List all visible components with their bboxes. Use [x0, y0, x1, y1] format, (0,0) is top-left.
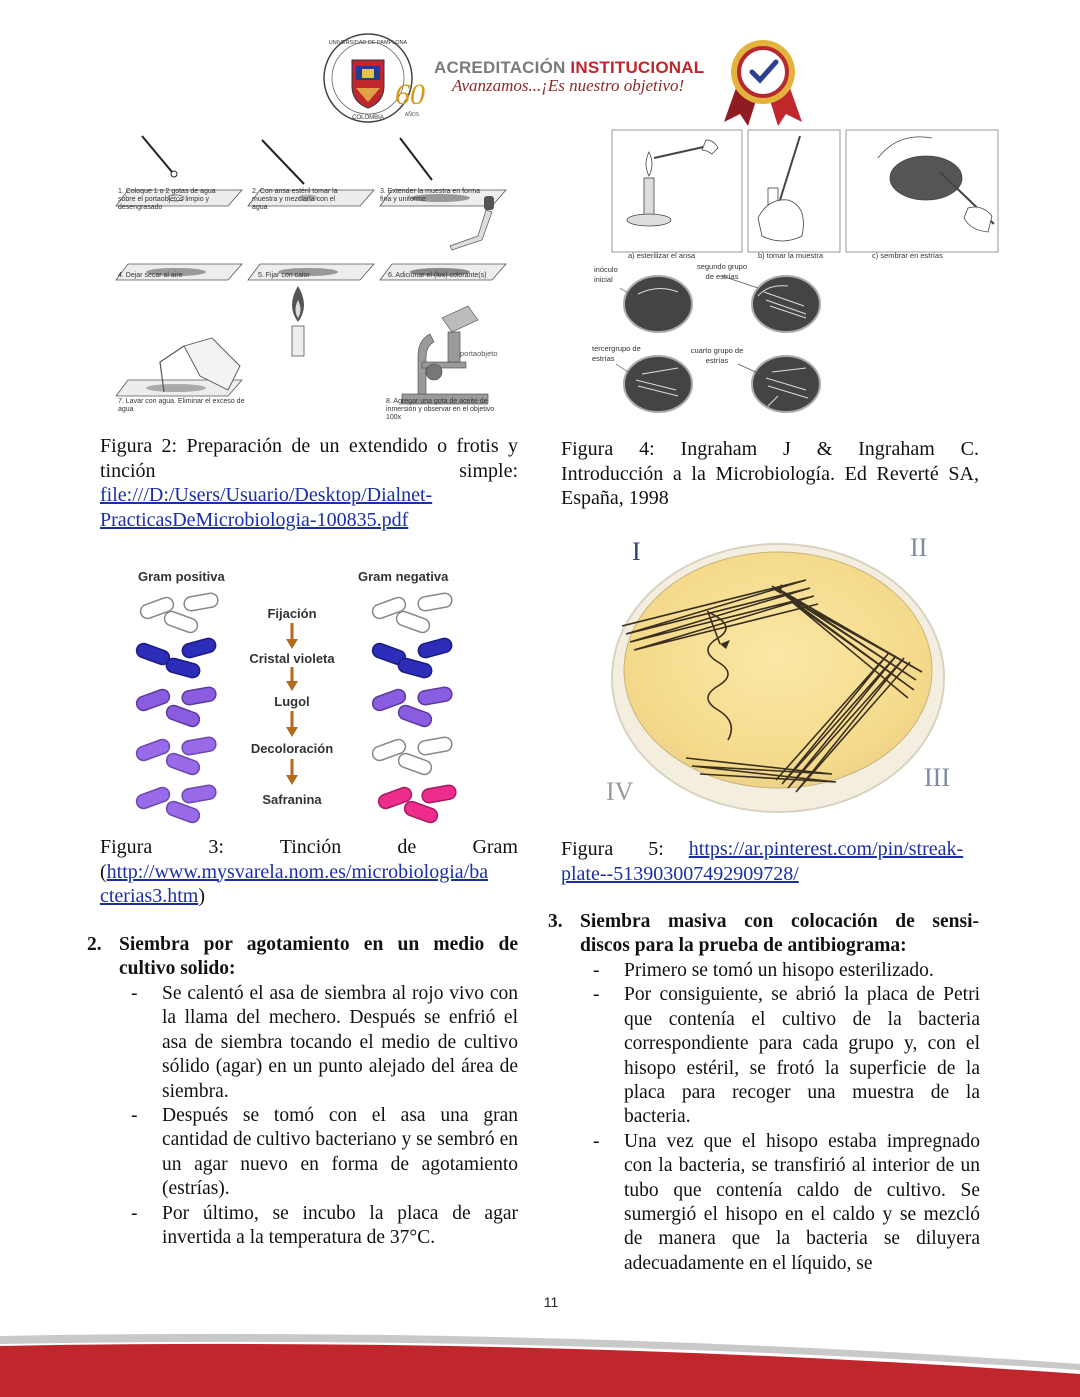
section-3-list	[593, 959, 980, 1276]
label-a: a) esterilizar el ansa	[628, 251, 696, 260]
section-2-item-2: Después se tomó con el asa una gran cantidad de cultivo bacteriano y se sembró en un agar nuevo en forma de agotamiento (estrías).	[162, 1105, 518, 1200]
quadrant-I: I	[632, 537, 641, 566]
label-segundo: segundo grupo de estrías	[696, 262, 748, 281]
figure-5-caption	[561, 837, 981, 886]
seal-top-text: UNIVERSIDAD DE PAMPLONA	[328, 40, 408, 46]
accreditation-slogan: Avanzamos...¡Es nuestro objetivo!	[452, 76, 685, 95]
list-item: - Por consiguiente, se abrió la placa de Petri que contenía el cultivo de la bacteria correspondiente para cada grupo y, con el hisopo estéril, se frotó la superficie de la placa para recoger una muestra de la bacteria.	[593, 984, 980, 1128]
smear-preparation-diagram	[112, 132, 522, 428]
step-1-text: 1. Coloque 1 o 2 gotas de agua sobre el portaobjetos limpio y desengrasado	[118, 188, 216, 211]
label-inoculo: inóculo inicial	[594, 265, 618, 284]
seal-bottom-text: COLOMBIA	[352, 115, 384, 121]
section-3-title-line2: discos para la prueba de antibiograma:	[580, 935, 907, 957]
quadrant-II: II	[910, 533, 928, 562]
section-3-item-2: Por consiguiente, se abrió la placa de Petri que contenía el cultivo de la bacteria correspondiente para cada grupo y, con el hisopo estéril, se frotó la superficie de la placa para recoger una muestra de la bacteria.	[624, 984, 980, 1128]
figure-4-caption-line3: España, 1998	[561, 487, 669, 509]
accreditation-title-dark: ACREDITACIÓN	[434, 58, 566, 77]
anniversary-word: AÑOS	[404, 112, 420, 118]
figure-3-link[interactable]	[100, 860, 520, 909]
section-3-title-line1: Siembra masiva con colocación de sensi-	[580, 911, 979, 932]
label-cuarto: cuarto grupo de estrías	[690, 346, 744, 365]
list-item: - Se calentó el asa de siembra al rojo vivo con la llama del mechero. Después se enfrió el asa de siembra tocando el medio de cultivo sólido (agar) en un punto alejado del área de siembra.	[131, 983, 518, 1102]
figure-5-caption-prefix: Figura 5:	[561, 838, 664, 860]
quadrant-III: III	[924, 763, 950, 792]
step-2-text: 2. Con ansa estéril tomar la muestra y mezclarla con el agua	[252, 188, 338, 211]
figure-3-link-line2[interactable]: cterias3.htm	[100, 885, 199, 907]
step-3-text: 3. Extender la muestra en forma fina y uniforme	[380, 188, 480, 203]
figure-2-illustration	[112, 132, 522, 428]
quadrant-IV: IV	[606, 777, 634, 806]
gram-positive-label: Gram positiva	[138, 569, 225, 584]
list-item: - Una vez que el hisopo estaba impregnado con la bacteria, se transfirió al interior de un tubo que contenía caldo de cultivo. Se sumergió el hisopo en el caldo y se mezcló de manera que la bacteria se diluyera adecuadamente en el líquido, se	[593, 1130, 980, 1274]
gram-step-4: Decoloración	[250, 741, 334, 756]
step-7-text: 7. Lavar con agua. Eliminar el exceso de agua	[118, 398, 245, 413]
streak-plate-image	[596, 530, 970, 814]
section-3-number: 3.	[548, 911, 563, 932]
figure-2-link-line1[interactable]: file:///D:/Users/Usuario/Desktop/Dialnet-	[100, 484, 433, 506]
figure-4-illustration	[588, 128, 1004, 418]
section-3-item-1: Primero se tomó un hisopo esterilizado.	[624, 960, 934, 981]
section-2-title	[119, 933, 518, 982]
figure-5-illustration	[596, 530, 970, 814]
gram-negative-label: Gram negativa	[358, 569, 449, 584]
figure-5-link-line2[interactable]: plate--513903007492909728/	[561, 862, 799, 885]
university-seal-logo	[322, 32, 430, 124]
accreditation-title	[434, 58, 704, 78]
accreditation-title-red: INSTITUCIONAL	[570, 58, 705, 77]
section-2-number: 2.	[87, 934, 102, 955]
figure-2-caption-line2: tinción simple:	[100, 459, 518, 482]
gram-step-5: Safranina	[262, 792, 322, 807]
label-c: c) sembrar en estrías	[872, 251, 943, 260]
gram-step-3: Lugol	[274, 694, 310, 709]
streak-procedure-diagram	[588, 128, 1004, 418]
section-3-title	[580, 910, 979, 959]
figure-3-caption-line1: Figura 3: Tinción de Gram	[100, 836, 518, 858]
list-item: - Después se tomó con el asa una gran cantidad de cultivo bacteriano y se sembró en un agar nuevo en forma de agotamiento (estrías).	[131, 1105, 518, 1200]
figure-3-link-line1[interactable]: http://www.mysvarela.nom.es/microbiologia/ba	[106, 860, 489, 883]
accreditation-badge-icon	[718, 30, 804, 126]
footer-red-band	[0, 1318, 1080, 1397]
figure-3-illustration	[128, 565, 468, 827]
figure-3-link-close: )	[198, 885, 205, 907]
section-2-title-line2: cultivo solido:	[119, 958, 236, 980]
anniversary-number: 60	[395, 78, 425, 111]
figure-2-caption-line1: Figura 2: Preparación de un extendido o frotis y	[100, 435, 518, 457]
section-3-item-3: Una vez que el hisopo estaba impregnado con la bacteria, se transfirió al interior de un tubo que contenía caldo de cultivo. Se sumergió el hisopo en el caldo y se mezcló de manera que la bacteria se diluyera adecuadamente en el líquido, se	[624, 1130, 980, 1274]
step-4-text: 4. Dejar secar al aire	[118, 272, 183, 279]
step-5-text: 5. Fijar con calor	[258, 272, 310, 279]
page-number: 11	[543, 1294, 559, 1310]
figure-2-link[interactable]	[100, 483, 520, 532]
figure-4-caption-line1: Figura 4: Ingraham J & Ingraham C.	[561, 438, 979, 460]
page-header	[0, 0, 1080, 128]
figure-3-link-open: (	[100, 860, 107, 883]
step-8-text: 8. Agregar una gota de aceite de inmersión y observar en el objetivo 100x	[386, 398, 495, 421]
gram-step-2: Cristal violeta	[249, 651, 335, 666]
label-b: b) tomar la muestra	[758, 251, 824, 260]
section-2-list	[131, 982, 518, 1250]
step-6-text: 6. Adicionar el (los) colorante(s)	[388, 272, 487, 279]
section-2-title-line1: Siembra por agotamiento en un medio de	[119, 934, 518, 955]
gram-step-1: Fijación	[267, 606, 317, 621]
section-2-item-3: Por último, se incubo la placa de agar invertida a la temperatura de 37°C.	[162, 1202, 518, 1249]
list-item: - Por último, se incubo la placa de agar invertida a la temperatura de 37°C.	[131, 1202, 518, 1249]
microscope-label: portaobjeto	[460, 349, 498, 358]
figure-4-caption-line2: Introducción a la Microbiología. Ed Reverté SA,	[561, 462, 979, 485]
figure-5-link-line1[interactable]: https://ar.pinterest.com/pin/streak-	[688, 838, 964, 860]
list-item: - Primero se tomó un hisopo esterilizado.	[593, 960, 934, 981]
figure-2-link-line2[interactable]: PracticasDeMicrobiologia-100835.pdf	[100, 508, 409, 531]
section-2-item-1: Se calentó el asa de siembra al rojo vivo con la llama del mechero. Después se enfrió el asa de siembra tocando el medio de cultivo sólido (agar) en un punto alejado del área de siembra.	[162, 983, 518, 1102]
label-tercer: tercergrupo de estrías	[592, 344, 641, 363]
